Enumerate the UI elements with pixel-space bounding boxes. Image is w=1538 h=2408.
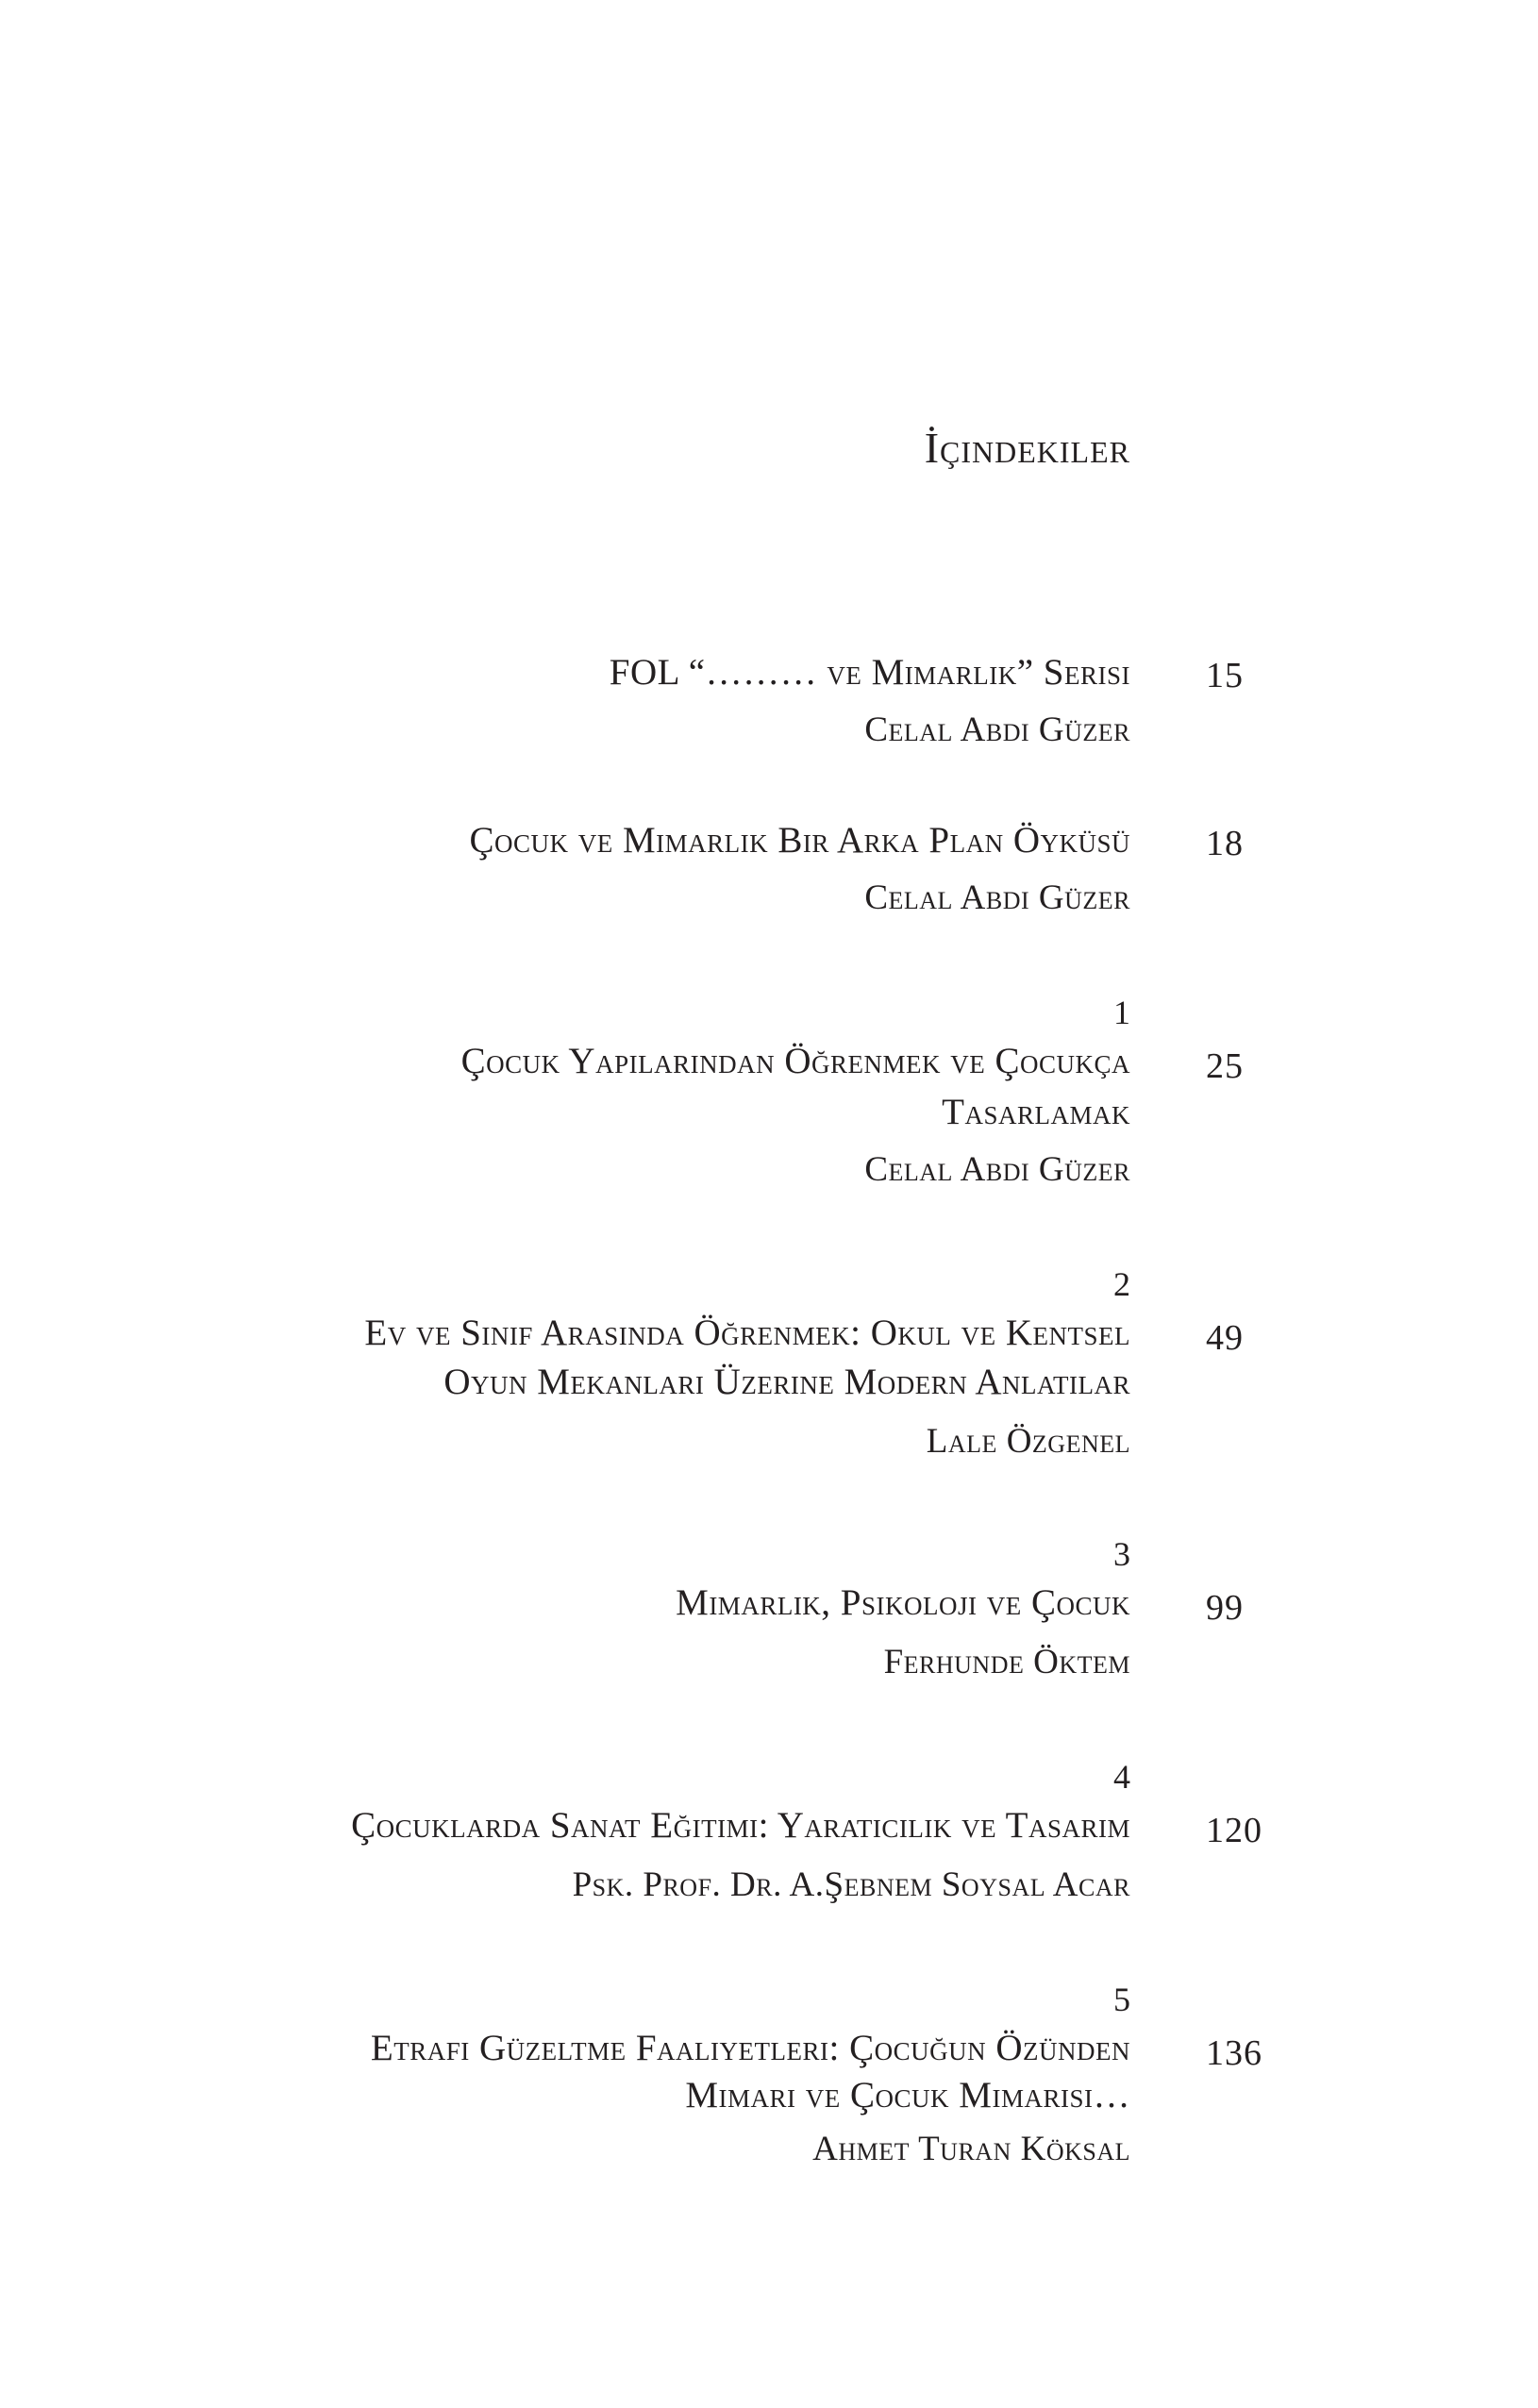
chapter-number: 3: [1113, 1535, 1130, 1573]
entry-page-number: 120: [1206, 1811, 1262, 1850]
entry-author: Psk. Prof. Dr. A.Şebnem Soysal Acar: [572, 1865, 1130, 1904]
entry-title: FOL “……… ve Mimarlık” Serisi: [609, 652, 1130, 693]
entry-author: Lale Özgenel: [926, 1422, 1130, 1461]
entry-page-number: 25: [1206, 1046, 1244, 1086]
entry-author: Ferhunde Öktem: [883, 1643, 1130, 1681]
entry-author: Ahmet Turan Köksal: [812, 2130, 1130, 2168]
entry-author: Celal Abdi Güzer: [864, 878, 1130, 917]
entry-title: Çocuklarda Sanat Eğitimi: Yaratıcılık ve Tasarım: [351, 1805, 1130, 1846]
chapter-number: 4: [1113, 1758, 1130, 1796]
entry-page-number: 99: [1206, 1588, 1244, 1628]
entry-author: Celal Abdi Güzer: [864, 711, 1130, 749]
entry-title-continued: Tasarlamak: [942, 1092, 1130, 1132]
entry-title: Çocuk ve Mimarlık Bir Arka Plan Öyküsü: [469, 820, 1130, 861]
chapter-number: 5: [1113, 1981, 1130, 2018]
chapter-number: 1: [1113, 994, 1130, 1031]
chapter-number: 2: [1113, 1265, 1130, 1303]
entry-title: Mimarlık, Psikoloji ve Çocuk: [676, 1582, 1130, 1623]
entry-page-number: 49: [1206, 1318, 1244, 1358]
page-title: İçindekiler: [924, 424, 1130, 472]
entry-title: Ev ve Sınıf Arasında Öğrenmek: Okul ve Kentsel: [364, 1313, 1130, 1353]
entry-title-continued: Oyun Mekanları Üzerine Modern Anlatılar: [443, 1362, 1130, 1402]
entry-author: Celal Abdi Güzer: [864, 1150, 1130, 1189]
entry-page-number: 18: [1206, 824, 1244, 863]
entry-title-continued: Mimari ve Çocuk Mimarisi…: [685, 2075, 1130, 2115]
entry-page-number: 15: [1206, 656, 1244, 695]
entry-page-number: 136: [1206, 2033, 1262, 2073]
entry-title: Çocuk Yapılarından Öğrenmek ve Çocukça: [460, 1041, 1130, 1081]
entry-title: Etrafı Güzeltme Faaliyetleri: Çocuğun Özünden: [370, 2028, 1130, 2068]
